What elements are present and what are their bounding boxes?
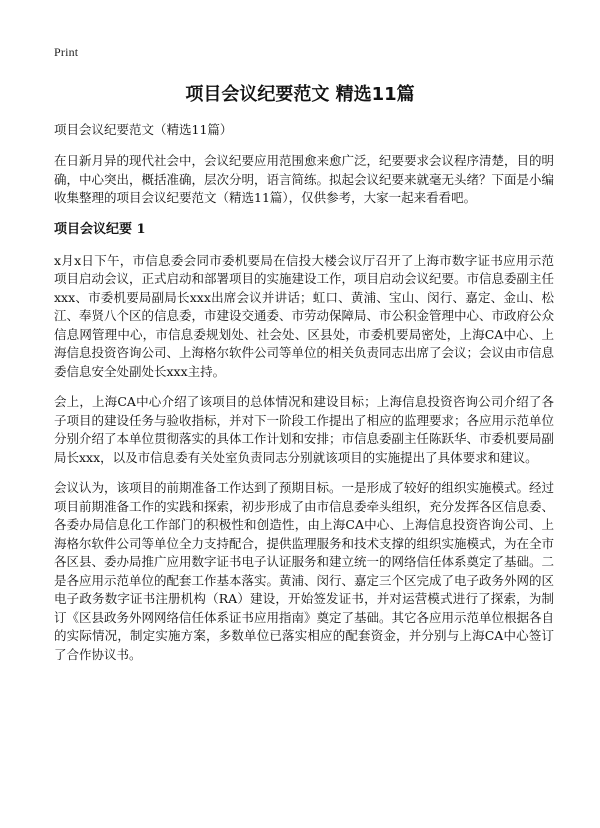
body-paragraph-2: 会上，上海CA中心介绍了该项目的总体情况和建设目标；上海信息投资咨询公司介绍了各子项目的建设任务与验收指标，并对下一阶段工作提出了相应的监理要求；各应用示范单位分别介绍了本单位贯彻落实的具体工作计划和安排；市信息委副主任陈跃华、市委机要局副局长xxx，以及市信息委有关处室负责同志分别就该项目的实施提出了具体要求和建议。 — [54, 394, 555, 465]
print-label[interactable]: Print — [54, 45, 79, 59]
body-paragraph-3: 会议认为，该项目的前期准备工作达到了预期目标。一是形成了较好的组织实施模式。经过项目前期准备工作的实践和探索，初步形成了由市信息委牵头组织，充分发挥各区信息委、各委办局信息化工作部门的积极性和创造性，由上海CA中心、上海信息投资咨询公司、上海格尔软件公司等单位全力支持配合，提供监理服务和技术支撑的组织实施模式，为在全市各区县、委办局推广应用数字证书电子认证服务和建立统一的网络信任体系奠定了基础。二是各应用示范单位的配套工作基本落实。黄浦、闵行、嘉定三个区完成了电子政务外网的区电子政务数字证书注册机构（RA）建设，开始签发证书，并对运营模式进行了探索，为制订《区县政务外网网络信任体系证书应用指南》奠定了基础。其它各应用示范单位根据各自的实际情况，制定实施方案，多数单位已落实相应的配套资金，并分别与上海CA中心签订了合作协议书。 — [54, 480, 555, 662]
intro-paragraph: 在日新月异的现代社会中，会议纪要应用范围愈来愈广泛，纪要要求会议程序清楚，目的明确，中心突出，概括准确，层次分明，语言简练。拟起会议纪要来就毫无头绪？下面是小编收集整理的项目会议纪要范文（精选11篇），仅供参考，大家一起来看看吧。 — [54, 153, 555, 205]
document-subtitle: 项目会议纪要范文（精选11篇） — [54, 122, 233, 137]
section-heading: 项目会议纪要 1 — [54, 221, 146, 237]
document-body — [54, 120, 554, 676]
body-paragraph-1: x月x日下午，市信息委会同市委机要局在信投大楼会议厅召开了上海市数字证书应用示范项目启动会议，正式启动和部署项目的实施建设工作，项目启动会议纪要。市信息委副主任xxx、市委机要局副局长xxx出席会议并讲话；虹口、黄浦、宝山、闵行、嘉定、金山、松江、奉贤八个区的信息委，市建设交通委、市劳动保障局、市公积金管理中心、市政府公众信息网管理中心，市信息委规划处、社会处、区县处，市委机要局密处，上海CA中心、上海信息投资咨询公司、上海格尔软件公司等单位的相关负责同志出席了会议；会议由市信息委信息安全处副处长xxx主持。 — [54, 252, 555, 379]
page-title: 项目会议纪要范文 精选11篇 — [185, 84, 415, 105]
